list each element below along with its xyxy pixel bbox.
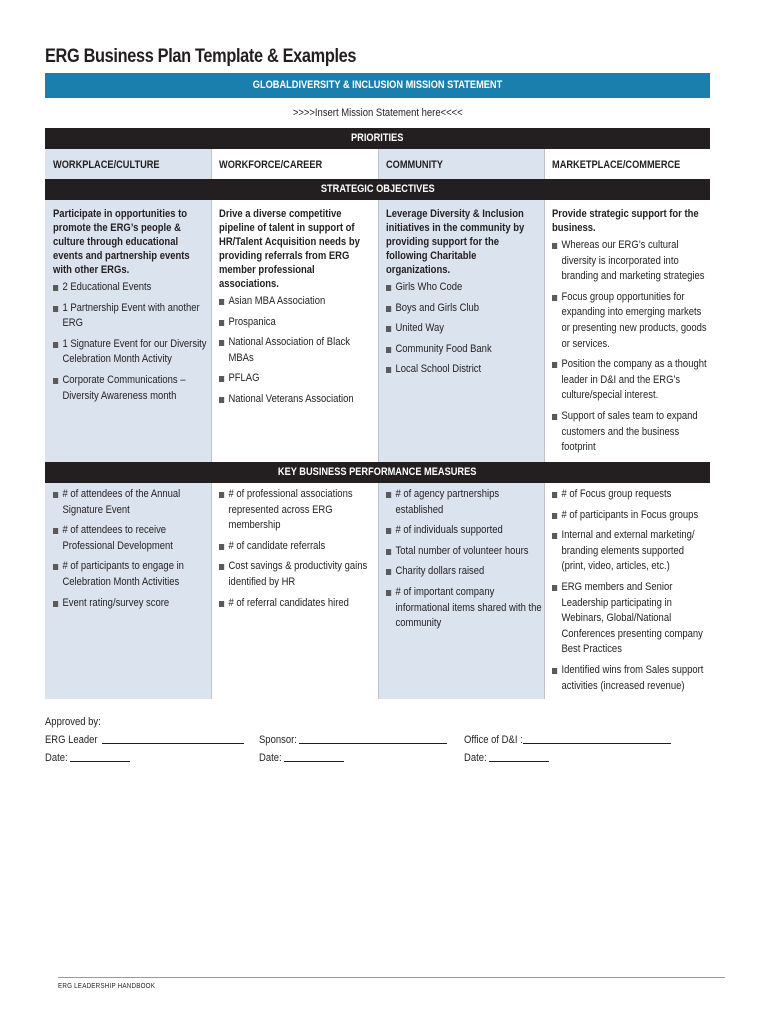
erg-leader-signature-line[interactable] <box>102 734 244 747</box>
list-item: Total number of volunteer hours <box>386 544 542 560</box>
list-item: # of referral candidates hired <box>219 596 375 612</box>
list-item: PFLAG <box>219 371 375 387</box>
objective-cell-marketplace <box>552 207 733 461</box>
list-item: Cost savings & productivity gains identified by HR <box>219 559 375 590</box>
list-item: # of participants to engage in Celebration Month Activities <box>53 559 209 590</box>
sponsor-date-line[interactable] <box>284 752 344 765</box>
list-item: Charity dollars raised <box>386 564 542 580</box>
list-item: # of candidate referrals <box>219 539 375 555</box>
list-item: Focus group opportunities for expanding into emerging markets or presenting new products, goods or services. <box>552 290 708 352</box>
footer-text: ERG LEADERSHIP HANDBOOK <box>58 983 156 990</box>
list-item: Position the company as a thought leader in D&I and the ERG’s culture/special interest. <box>552 357 708 404</box>
column-header-workplace: WORKPLACE/CULTURE <box>53 159 160 171</box>
office-date-line[interactable] <box>489 752 549 765</box>
key-performance-measures-bar: KEY BUSINESS PERFORMANCE MEASURES <box>45 462 710 483</box>
mission-statement-placeholder[interactable]: >>>>Insert Mission Statement here<<<< <box>292 107 463 119</box>
page-title: ERG Business Plan Template & Examples <box>45 46 357 67</box>
priorities-bar: PRIORITIES <box>45 128 710 149</box>
list-item: 1 Signature Event for our Diversity Celebration Month Activity <box>53 337 209 368</box>
office-date[interactable]: Date: <box>464 752 487 764</box>
footer-rule <box>58 977 725 978</box>
measures-cell-marketplace <box>552 487 733 699</box>
office-of-di-signature[interactable]: Office of D&I : <box>464 734 523 746</box>
list-item: 1 Partnership Event with another ERG <box>53 301 209 332</box>
list-item: Corporate Communications – Diversity Awareness month <box>53 373 209 404</box>
objective-lead: Provide strategic support for the business. <box>552 208 699 234</box>
strategic-objectives-bar: STRATEGIC OBJECTIVES <box>45 179 710 200</box>
list-item: # of professional associations represented across ERG membership <box>219 487 375 534</box>
list-item: Local School District <box>386 362 542 378</box>
list-item: Identified wins from Sales support activities (increased revenue) <box>552 663 708 694</box>
measures-cell-community <box>386 487 567 637</box>
list-item: 2 Educational Events <box>53 280 209 296</box>
column-header-marketplace: MARKETPLACE/COMMERCE <box>552 159 681 171</box>
list-item: # of attendees to receive Professional Development <box>53 523 209 554</box>
office-of-di-signature-line[interactable] <box>523 734 671 747</box>
list-item: Community Food Bank <box>386 342 542 358</box>
list-item: Prospanica <box>219 315 375 331</box>
list-item: # of individuals supported <box>386 523 542 539</box>
objective-lead: Drive a diverse competitive pipeline of talent in support of HR/Talent Acquisition needs by providing referrals from ERG member professional associations. <box>219 208 360 290</box>
approved-by-heading: Approved by: <box>45 716 101 728</box>
list-item: # of participants in Focus groups <box>552 508 708 524</box>
sponsor-signature[interactable]: Sponsor: <box>259 734 297 746</box>
list-item: # of Focus group requests <box>552 487 708 503</box>
objective-cell-community <box>386 207 567 383</box>
objective-cell-workplace <box>53 207 234 409</box>
list-item: Boys and Girls Club <box>386 301 542 317</box>
leader-date[interactable]: Date: <box>45 752 68 764</box>
sponsor-date[interactable]: Date: <box>259 752 282 764</box>
list-item: Internal and external marketing/ branding elements supported (print, video, articles, etc.) <box>552 528 708 575</box>
objective-lead: Leverage Diversity & Inclusion initiatives in the community by providing support for the following Charitable organizations. <box>386 208 525 276</box>
list-item: United Way <box>386 321 542 337</box>
column-header-workforce: WORKFORCE/CAREER <box>219 159 323 171</box>
measures-cell-workforce <box>219 487 400 616</box>
column-header-community: COMMUNITY <box>386 159 443 171</box>
measures-cell-workplace <box>53 487 234 616</box>
list-item: Event rating/survey score <box>53 596 209 612</box>
objective-lead: Participate in opportunities to promote the ERG’s people & culture through educational events and partnership events with other ERGs. <box>53 208 190 276</box>
objective-cell-workforce <box>219 207 400 413</box>
list-item: Asian MBA Association <box>219 294 375 310</box>
list-item: National Veterans Association <box>219 392 375 408</box>
sponsor-signature-line[interactable] <box>299 734 447 747</box>
list-item: # of attendees of the Annual Signature Event <box>53 487 209 518</box>
list-item: Support of sales team to expand customers and the business footprint <box>552 409 708 456</box>
list-item: # of important company informational items shared with the community <box>386 585 542 632</box>
list-item: Girls Who Code <box>386 280 542 296</box>
leader-date-line[interactable] <box>70 752 130 765</box>
list-item: ERG members and Senior Leadership participating in Webinars, Global/National Conferences presenting company Best Practices <box>552 580 708 658</box>
mission-statement-bar: GLOBALDIVERSITY & INCLUSION MISSION STATEMENT <box>45 73 710 98</box>
list-item: National Association of Black MBAs <box>219 335 375 366</box>
erg-leader-signature[interactable]: ERG Leader <box>45 734 98 746</box>
list-item: Whereas our ERG’s cultural diversity is incorporated into branding and marketing strategies <box>552 238 708 285</box>
list-item: # of agency partnerships established <box>386 487 542 518</box>
